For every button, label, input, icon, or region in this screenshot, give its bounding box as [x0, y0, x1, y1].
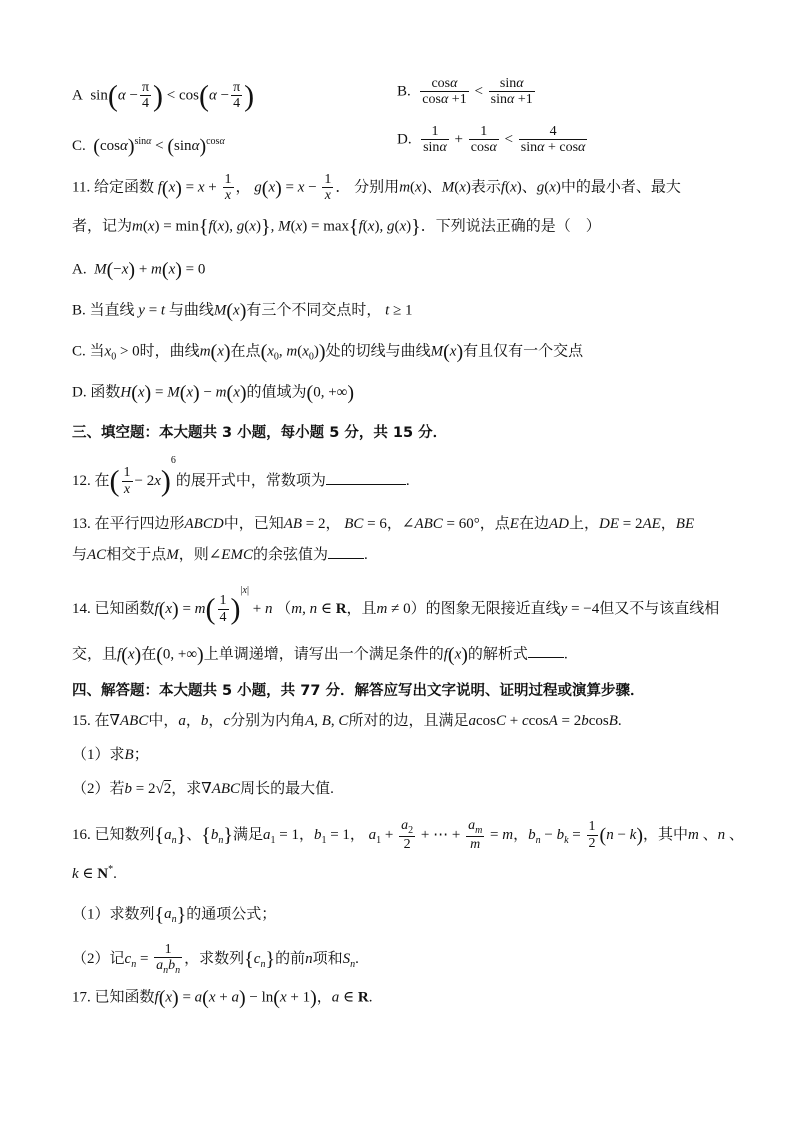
q16-stem-line2: k ∈ N*. [72, 864, 117, 882]
q11-option-d: D. 函数H(x) = M(x) − m(x)的值域为(0, +∞) [72, 382, 355, 404]
q11-option-c: C. 当$x_0 > 0$时，曲线m(x)在点($x_0$, $m(x_0)$)处的切线与曲线M(x)有且仅有一个交点 [72, 341, 584, 363]
q11-stem-line2: 者，记为m(x) = min{f(x), g(x)}, M(x) = max{f(x), g(x)}．下列说法正确的是（ ） [72, 216, 601, 238]
section-3-title: 三、填空题：本大题共 3 小题，每小题 5 分，共 15 分． [72, 425, 448, 441]
section-4-title: 四、解答题：本大题共 5 小题，共 77 分．解答应写出文字说明、证明过程或演算步骤． [72, 683, 645, 699]
q11-stem-line1: 11. 给定函数 f(x) = x + $\frac{1}{x}$ ， g(x) = x − $\frac{1}{x}$ ． 分别用m(x)、M(x)表示f(x)、g(x)中的最小者、最大 [72, 172, 681, 204]
q11-option-b: B. 当直线 y = t 与曲线M(x)有三个不同交点时， t ≥ 1 [72, 300, 413, 322]
q15-part2: （2）若b = 2√2，求∇ABC周长的最大值. [72, 781, 334, 797]
q16-stem-line1: 16. 已知数列$\{a_n\}$、$\{b_n\}$满足$a_1 = 1$，$b_1 = 1$， $a_1$ + $\frac{a_2}{2}$ + ⋯ + $\frac{a_m}{m}$ = m，$b_n - b_k$ = $\frac{1}{2}$ (n − k)，其中m 、n 、 [72, 818, 744, 852]
q14-line2: 交，且f(x)在(0, +∞)上单调递增，请写出一个满足条件的f(x)的解析式 . [72, 644, 568, 666]
q16-part2: （2）记$c_n$ = $\frac{1}{a_nb_n}$ ，求数列$\{c_n\}$的前n项和$S_n$. [72, 942, 359, 977]
q15-stem: 15. 在∇ABC中，a，b，c分别为内角A, B, C所对的边，且满足acosC + ccosA = 2bcosB. [72, 713, 622, 729]
q12: 12. 在( $\frac{1}{x}$ − 2x)$^6$的展开式中，常数项为 . [72, 455, 410, 498]
q16-part1: （1）求数列$\{a_n\}$的通项公式； [72, 904, 277, 926]
q15-part1: （1）求B； [72, 747, 149, 763]
q13-line2: 与AC相交于点M，则∠EMC的余弦值为 . [72, 547, 368, 563]
q17-stem: 17. 已知函数f(x) = a(x + a) − ln(x + 1)，a ∈ R. [72, 987, 373, 1009]
q10-option-c: C. $(\cos\alpha)^{sin\alpha} < (\sin\alpha)^{cos\alpha}$ [72, 135, 225, 158]
q10-option-a: A sin(α − $\frac{\pi}{4}$ ) < cos(α − $\frac{\pi}{4}$ ) [72, 79, 255, 113]
q14-line1: 14. 已知函数f(x) = m( $\frac{1}{4}$ )$^{|x|}$ + n （m, n ∈ R，且m ≠ 0）的图象无限接近直线y = −4但又不与该直线相 [72, 585, 720, 626]
q11-option-a: A. M(−x) + m(x) = 0 [72, 259, 206, 281]
q10-option-b: B. $\frac{\cos\alpha}{\cos\alpha +1}$ < $\frac{\sin\alpha}{\sin\alpha +1}$ [397, 76, 533, 108]
q10-option-d: D. $\frac{1}{\sin\alpha}$ + $\frac{1}{\cos\alpha}$ < $\frac{4}{\sin\alpha + \cos\alpha}$ [397, 124, 586, 156]
q13-line1: 13. 在平行四边形ABCD中，已知AB = 2， BC = 6，∠ABC = 60°，点E在边AD上，DE = 2AE，BE [72, 516, 695, 532]
